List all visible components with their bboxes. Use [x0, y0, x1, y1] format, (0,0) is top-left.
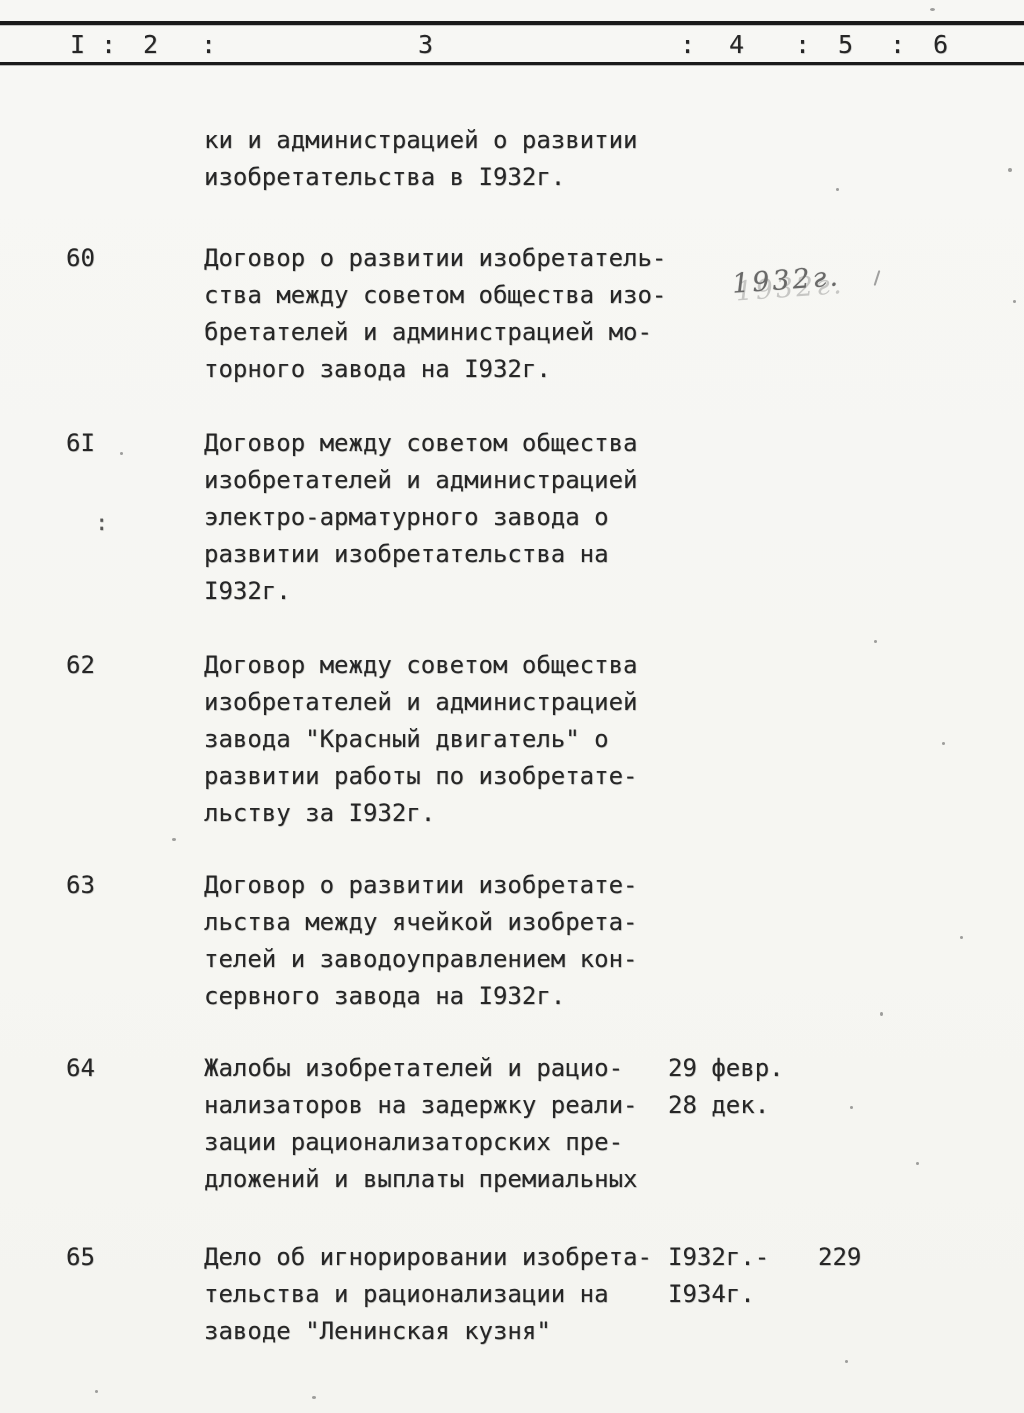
entry-description	[204, 647, 637, 832]
text-line: сервного завода на I932г.	[204, 982, 566, 1010]
date-line: 29 февр.	[668, 1054, 784, 1082]
scan-speck	[850, 1106, 853, 1109]
column-header-6: 6	[933, 30, 949, 59]
entry-description	[204, 1239, 652, 1350]
text-line: ства между советом общества изо-	[204, 281, 667, 309]
text-line: Договор между советом общества	[204, 429, 638, 457]
scan-speck	[120, 452, 123, 455]
column-header-1: I	[70, 30, 86, 59]
text-line: Договор о развитии изобретате-	[204, 871, 638, 899]
entry-number: 62	[66, 651, 95, 679]
entry-description	[204, 240, 666, 388]
column-header-5: 5	[838, 30, 854, 59]
column-header-2: 2	[143, 30, 159, 59]
scan-speck	[880, 1012, 883, 1016]
date-line: 28 дек.	[668, 1091, 770, 1119]
text-line: льству за I932г.	[204, 799, 436, 827]
entry-dates	[668, 1239, 769, 1313]
text-line: телей и заводоуправлением кон-	[204, 945, 638, 973]
text-line: тельства и рационализации на	[204, 1280, 609, 1308]
column-divider: :	[890, 30, 906, 59]
pen-stroke-mark	[874, 270, 881, 286]
text-line: завода "Красный двигатель" о	[204, 725, 609, 753]
entry-number: 6I	[66, 429, 95, 457]
text-line: Договор о развитии изобретатель-	[204, 244, 667, 272]
entry-number: 60	[66, 244, 95, 272]
table-header-bottom-rule	[0, 62, 1024, 65]
entry-description	[204, 867, 637, 1015]
scan-speck	[916, 1162, 919, 1165]
text-line: зации рационализаторских пре-	[204, 1128, 624, 1156]
date-line: I934г.	[668, 1280, 755, 1308]
column-divider: :	[201, 30, 217, 59]
entry-dates	[668, 1050, 784, 1124]
scan-speck	[312, 1396, 316, 1399]
scan-speck	[845, 1360, 848, 1363]
handwritten-date-annotation: 1932г.	[731, 261, 842, 300]
scan-speck	[930, 8, 935, 11]
column-divider: :	[101, 30, 117, 59]
entry-number: 63	[66, 871, 95, 899]
column-header-3: 3	[418, 30, 434, 59]
text-line: торного завода на I932г.	[204, 355, 551, 383]
scan-speck	[95, 1390, 98, 1393]
text-line: развитии изобретательства на	[204, 540, 609, 568]
text-line: льства между ячейкой изобрета-	[204, 908, 638, 936]
column-divider: :	[680, 30, 696, 59]
text-line: нализаторов на задержку реали-	[204, 1091, 638, 1119]
entry-sheet-count: 229	[818, 1243, 862, 1271]
scan-speck	[172, 838, 176, 841]
entry-number: 65	[66, 1243, 95, 1271]
text-line: изобретателей и администрацией	[204, 688, 638, 716]
text-line: изобретательства в I932г.	[204, 163, 566, 191]
stray-ink-mark: :	[95, 511, 109, 536]
continuation-paragraph	[204, 122, 637, 196]
column-header-4: 4	[729, 30, 745, 59]
scan-speck	[874, 640, 877, 643]
text-line: заводе "Ленинская кузня"	[204, 1317, 551, 1345]
entry-number: 64	[66, 1054, 95, 1082]
text-line: развитии работы по изобретате-	[204, 762, 638, 790]
scan-speck	[1013, 300, 1016, 303]
column-divider: :	[795, 30, 811, 59]
date-line: I932г.-	[668, 1243, 770, 1271]
text-line: электро-арматурного завода о	[204, 503, 609, 531]
text-line: ки и администрацией о развитии	[204, 126, 638, 154]
text-line: дложений и выплаты премиальных	[204, 1165, 638, 1193]
entry-description	[204, 1050, 637, 1198]
text-line: Жалобы изобретателей и рацио-	[204, 1054, 624, 1082]
text-line: I932г.	[204, 577, 291, 605]
text-line: Договор между советом общества	[204, 651, 638, 679]
scan-speck	[836, 188, 839, 191]
scan-speck	[960, 936, 963, 939]
scan-speck	[942, 742, 945, 745]
entry-description	[204, 425, 637, 610]
scan-speck	[1008, 168, 1012, 172]
table-top-rule	[0, 21, 1024, 25]
text-line: Дело об игнорировании изобрета-	[204, 1243, 652, 1271]
text-line: изобретателей и администрацией	[204, 466, 638, 494]
text-line: бретателей и администрацией мо-	[204, 318, 652, 346]
